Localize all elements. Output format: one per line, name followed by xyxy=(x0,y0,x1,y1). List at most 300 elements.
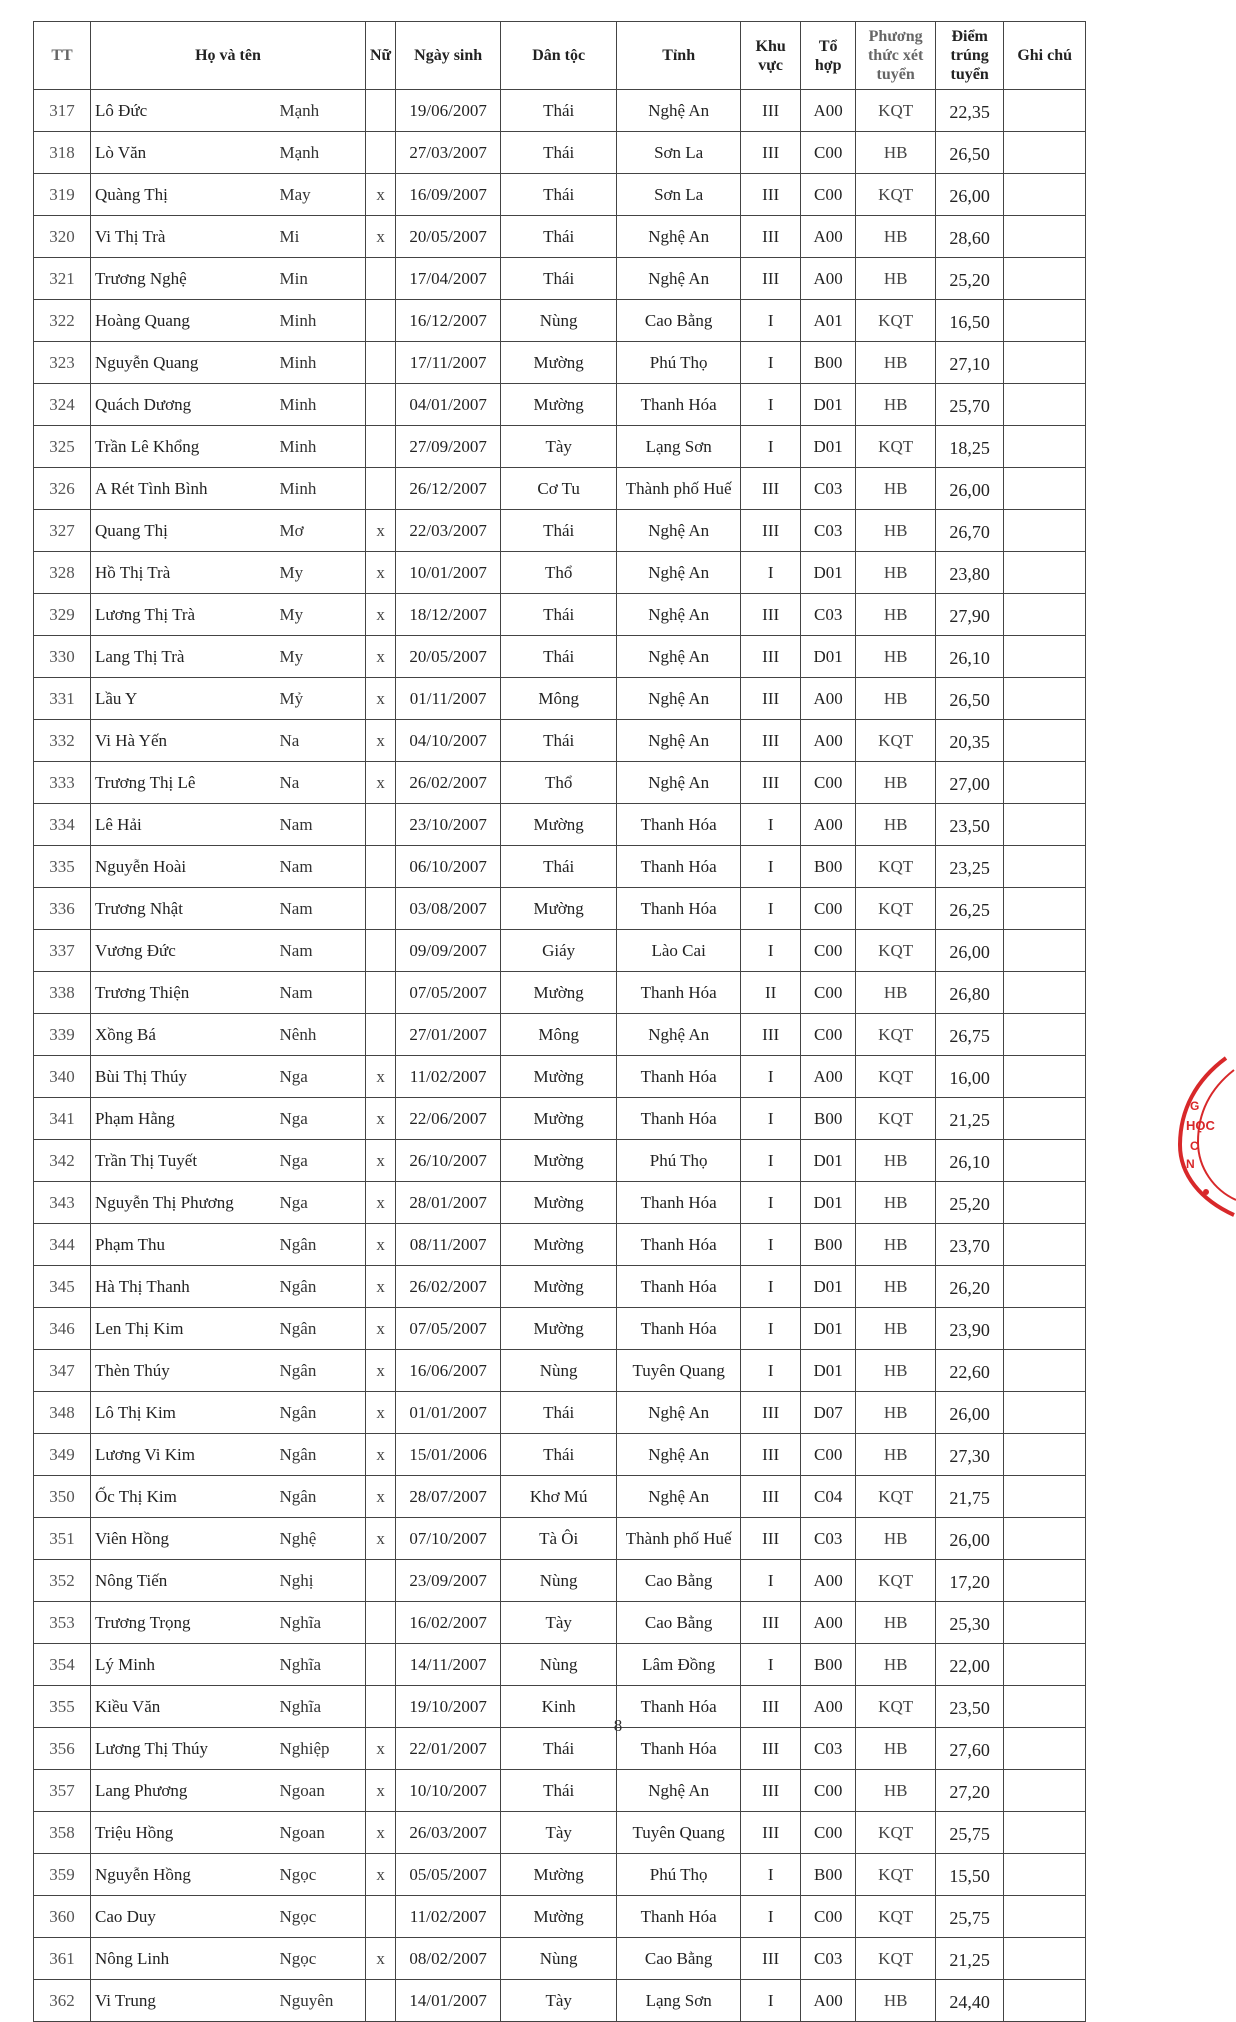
female-mark-cell: x xyxy=(366,174,396,216)
ethnicity-cell: Thái xyxy=(501,1392,617,1434)
province-cell: Thanh Hóa xyxy=(617,1224,741,1266)
region-cell: I xyxy=(741,1854,801,1896)
date-of-birth-cell: 26/10/2007 xyxy=(396,1140,501,1182)
admission-method-cell: KQT xyxy=(856,1812,936,1854)
col-header-tt: TT xyxy=(34,22,91,90)
surname-given-cell: Thèn Thúy xyxy=(91,1350,276,1392)
note-cell xyxy=(1004,972,1086,1014)
region-cell: I xyxy=(741,1896,801,1938)
female-mark-cell: x xyxy=(366,1350,396,1392)
female-mark-cell xyxy=(366,384,396,426)
female-mark-cell xyxy=(366,90,396,132)
surname-given-cell: Hoàng Quang xyxy=(91,300,276,342)
ethnicity-cell: Thái xyxy=(501,636,617,678)
score-cell: 18,25 xyxy=(936,426,1004,468)
ethnicity-cell: Thái xyxy=(501,1728,617,1770)
row-number-cell: 333 xyxy=(34,762,91,804)
province-cell: Cao Bằng xyxy=(617,300,741,342)
subject-combo-cell: A00 xyxy=(801,258,856,300)
note-cell xyxy=(1004,846,1086,888)
first-name-cell: Nghệ xyxy=(276,1518,366,1560)
table-row xyxy=(34,216,1086,258)
score-cell: 26,00 xyxy=(936,174,1004,216)
ethnicity-cell: Thái xyxy=(501,720,617,762)
note-cell xyxy=(1004,342,1086,384)
female-mark-cell: x xyxy=(366,1056,396,1098)
row-number-cell: 344 xyxy=(34,1224,91,1266)
date-of-birth-cell: 14/11/2007 xyxy=(396,1644,501,1686)
region-cell: III xyxy=(741,720,801,762)
first-name-cell: Minh xyxy=(276,342,366,384)
date-of-birth-cell: 16/06/2007 xyxy=(396,1350,501,1392)
row-number-cell: 341 xyxy=(34,1098,91,1140)
admission-method-cell: KQT xyxy=(856,846,936,888)
score-cell: 25,30 xyxy=(936,1602,1004,1644)
col-header-province: Tỉnh xyxy=(617,22,741,90)
row-number-cell: 362 xyxy=(34,1980,91,2022)
ethnicity-cell: Khơ Mú xyxy=(501,1476,617,1518)
first-name-cell: Ngân xyxy=(276,1350,366,1392)
surname-given-cell: Lang Phương xyxy=(91,1770,276,1812)
table-row xyxy=(34,300,1086,342)
score-cell: 23,80 xyxy=(936,552,1004,594)
female-mark-cell xyxy=(366,972,396,1014)
table-row xyxy=(34,258,1086,300)
row-number-cell: 357 xyxy=(34,1770,91,1812)
admission-method-cell: HB xyxy=(856,384,936,426)
table-row xyxy=(34,678,1086,720)
first-name-cell: Mỷ xyxy=(276,678,366,720)
note-cell xyxy=(1004,930,1086,972)
svg-text:HỌC: HỌC xyxy=(1186,1118,1215,1133)
row-number-cell: 351 xyxy=(34,1518,91,1560)
surname-given-cell: Nguyễn Thị Phương xyxy=(91,1182,276,1224)
region-cell: I xyxy=(741,1140,801,1182)
row-number-cell: 337 xyxy=(34,930,91,972)
score-cell: 27,10 xyxy=(936,342,1004,384)
date-of-birth-cell: 19/06/2007 xyxy=(396,90,501,132)
province-cell: Nghệ An xyxy=(617,510,741,552)
note-cell xyxy=(1004,804,1086,846)
note-cell xyxy=(1004,510,1086,552)
subject-combo-cell: C00 xyxy=(801,1434,856,1476)
region-cell: I xyxy=(741,930,801,972)
score-cell: 26,10 xyxy=(936,1140,1004,1182)
ethnicity-cell: Nùng xyxy=(501,1644,617,1686)
date-of-birth-cell: 05/05/2007 xyxy=(396,1854,501,1896)
surname-given-cell: Kiều Văn xyxy=(91,1686,276,1728)
region-cell: III xyxy=(741,510,801,552)
region-cell: III xyxy=(741,1476,801,1518)
note-cell xyxy=(1004,1350,1086,1392)
note-cell xyxy=(1004,636,1086,678)
col-header-region: Khu vực xyxy=(741,22,801,90)
date-of-birth-cell: 01/11/2007 xyxy=(396,678,501,720)
surname-given-cell: Trương Nhật xyxy=(91,888,276,930)
date-of-birth-cell: 17/04/2007 xyxy=(396,258,501,300)
province-cell: Thanh Hóa xyxy=(617,1896,741,1938)
note-cell xyxy=(1004,300,1086,342)
score-cell: 27,30 xyxy=(936,1434,1004,1476)
date-of-birth-cell: 20/05/2007 xyxy=(396,216,501,258)
admission-method-cell: HB xyxy=(856,510,936,552)
female-mark-cell xyxy=(366,888,396,930)
region-cell: I xyxy=(741,426,801,468)
score-cell: 25,20 xyxy=(936,1182,1004,1224)
subject-combo-cell: B00 xyxy=(801,846,856,888)
surname-given-cell: A Rét Tình Bình xyxy=(91,468,276,510)
ethnicity-cell: Mường xyxy=(501,1182,617,1224)
date-of-birth-cell: 08/11/2007 xyxy=(396,1224,501,1266)
admission-method-cell: HB xyxy=(856,1182,936,1224)
admission-method-cell: HB xyxy=(856,972,936,1014)
first-name-cell: Nga xyxy=(276,1098,366,1140)
subject-combo-cell: A01 xyxy=(801,300,856,342)
score-cell: 22,00 xyxy=(936,1644,1004,1686)
admission-method-cell: HB xyxy=(856,1266,936,1308)
col-header-dob: Ngày sinh xyxy=(396,22,501,90)
note-cell xyxy=(1004,1182,1086,1224)
score-cell: 24,40 xyxy=(936,1980,1004,2022)
female-mark-cell: x xyxy=(366,762,396,804)
surname-given-cell: Lương Thị Trà xyxy=(91,594,276,636)
region-cell: III xyxy=(741,594,801,636)
admission-method-cell: HB xyxy=(856,678,936,720)
female-mark-cell: x xyxy=(366,510,396,552)
subject-combo-cell: A00 xyxy=(801,1560,856,1602)
region-cell: III xyxy=(741,636,801,678)
ethnicity-cell: Tày xyxy=(501,426,617,468)
ethnicity-cell: Thái xyxy=(501,90,617,132)
first-name-cell: Minh xyxy=(276,384,366,426)
score-cell: 22,60 xyxy=(936,1350,1004,1392)
table-row xyxy=(34,1896,1086,1938)
ethnicity-cell: Cơ Tu xyxy=(501,468,617,510)
date-of-birth-cell: 11/02/2007 xyxy=(396,1896,501,1938)
col-header-method: Phương thức xét tuyển xyxy=(856,22,936,90)
table-row xyxy=(34,1476,1086,1518)
ethnicity-cell: Nùng xyxy=(501,1938,617,1980)
admission-method-cell: HB xyxy=(856,1350,936,1392)
province-cell: Phú Thọ xyxy=(617,1140,741,1182)
score-cell: 26,00 xyxy=(936,930,1004,972)
table-row xyxy=(34,1308,1086,1350)
date-of-birth-cell: 28/07/2007 xyxy=(396,1476,501,1518)
province-cell: Tuyên Quang xyxy=(617,1350,741,1392)
first-name-cell: May xyxy=(276,174,366,216)
female-mark-cell: x xyxy=(366,1854,396,1896)
surname-given-cell: Lô Đức xyxy=(91,90,276,132)
score-cell: 25,20 xyxy=(936,258,1004,300)
ethnicity-cell: Mường xyxy=(501,1308,617,1350)
surname-given-cell: Len Thị Kim xyxy=(91,1308,276,1350)
province-cell: Cao Bằng xyxy=(617,1938,741,1980)
subject-combo-cell: C00 xyxy=(801,888,856,930)
female-mark-cell: x xyxy=(366,1098,396,1140)
row-number-cell: 359 xyxy=(34,1854,91,1896)
table-row xyxy=(34,720,1086,762)
surname-given-cell: Vi Trung xyxy=(91,1980,276,2022)
table-row xyxy=(34,1182,1086,1224)
date-of-birth-cell: 28/01/2007 xyxy=(396,1182,501,1224)
score-cell: 26,00 xyxy=(936,1518,1004,1560)
note-cell xyxy=(1004,426,1086,468)
female-mark-cell xyxy=(366,930,396,972)
female-mark-cell: x xyxy=(366,1308,396,1350)
table-row xyxy=(34,174,1086,216)
first-name-cell: Nam xyxy=(276,804,366,846)
row-number-cell: 349 xyxy=(34,1434,91,1476)
svg-text:C: C xyxy=(1190,1139,1199,1153)
note-cell xyxy=(1004,1518,1086,1560)
first-name-cell: Mơ xyxy=(276,510,366,552)
surname-given-cell: Nông Tiến xyxy=(91,1560,276,1602)
subject-combo-cell: A00 xyxy=(801,90,856,132)
surname-given-cell: Trương Trọng xyxy=(91,1602,276,1644)
table-row xyxy=(34,762,1086,804)
official-stamp xyxy=(1176,1050,1236,1220)
admission-method-cell: HB xyxy=(856,1518,936,1560)
surname-given-cell: Triệu Hồng xyxy=(91,1812,276,1854)
province-cell: Nghệ An xyxy=(617,678,741,720)
admission-method-cell: KQT xyxy=(856,1098,936,1140)
female-mark-cell xyxy=(366,468,396,510)
ethnicity-cell: Thái xyxy=(501,510,617,552)
surname-given-cell: Lương Thị Thúy xyxy=(91,1728,276,1770)
note-cell xyxy=(1004,216,1086,258)
admission-method-cell: HB xyxy=(856,342,936,384)
row-number-cell: 345 xyxy=(34,1266,91,1308)
region-cell: III xyxy=(741,174,801,216)
first-name-cell: Mi xyxy=(276,216,366,258)
ethnicity-cell: Thổ xyxy=(501,762,617,804)
surname-given-cell: Quách Dương xyxy=(91,384,276,426)
col-header-score: Điểm trúng tuyển xyxy=(936,22,1004,90)
surname-given-cell: Nguyễn Hồng xyxy=(91,1854,276,1896)
table-row xyxy=(34,1434,1086,1476)
admission-method-cell: HB xyxy=(856,762,936,804)
col-header-name: Họ và tên xyxy=(91,22,366,90)
female-mark-cell xyxy=(366,426,396,468)
first-name-cell: Nam xyxy=(276,972,366,1014)
note-cell xyxy=(1004,1266,1086,1308)
first-name-cell: Nghĩa xyxy=(276,1644,366,1686)
first-name-cell: Nam xyxy=(276,846,366,888)
table-row xyxy=(34,384,1086,426)
note-cell xyxy=(1004,1812,1086,1854)
region-cell: I xyxy=(741,1266,801,1308)
admission-method-cell: HB xyxy=(856,804,936,846)
first-name-cell: Nghiệp xyxy=(276,1728,366,1770)
table-row xyxy=(34,1644,1086,1686)
region-cell: III xyxy=(741,468,801,510)
subject-combo-cell: A00 xyxy=(801,1602,856,1644)
col-header-ethnicity: Dân tộc xyxy=(501,22,617,90)
admission-method-cell: KQT xyxy=(856,1938,936,1980)
row-number-cell: 324 xyxy=(34,384,91,426)
score-cell: 15,50 xyxy=(936,1854,1004,1896)
score-cell: 26,70 xyxy=(936,510,1004,552)
note-cell xyxy=(1004,1434,1086,1476)
ethnicity-cell: Mường xyxy=(501,1140,617,1182)
first-name-cell: Ngoan xyxy=(276,1770,366,1812)
surname-given-cell: Vi Thị Trà xyxy=(91,216,276,258)
first-name-cell: Na xyxy=(276,720,366,762)
admission-method-cell: HB xyxy=(856,132,936,174)
score-cell: 23,50 xyxy=(936,804,1004,846)
date-of-birth-cell: 18/12/2007 xyxy=(396,594,501,636)
surname-given-cell: Xồng Bá xyxy=(91,1014,276,1056)
row-number-cell: 319 xyxy=(34,174,91,216)
subject-combo-cell: A00 xyxy=(801,216,856,258)
subject-combo-cell: D01 xyxy=(801,1140,856,1182)
table-row xyxy=(34,594,1086,636)
row-number-cell: 318 xyxy=(34,132,91,174)
region-cell: III xyxy=(741,1770,801,1812)
subject-combo-cell: B00 xyxy=(801,1644,856,1686)
score-cell: 22,35 xyxy=(936,90,1004,132)
first-name-cell: Minh xyxy=(276,426,366,468)
table-row xyxy=(34,1140,1086,1182)
score-cell: 26,75 xyxy=(936,1014,1004,1056)
female-mark-cell: x xyxy=(366,636,396,678)
date-of-birth-cell: 16/02/2007 xyxy=(396,1602,501,1644)
surname-given-cell: Trần Thị Tuyết xyxy=(91,1140,276,1182)
ethnicity-cell: Tà Ôi xyxy=(501,1518,617,1560)
ethnicity-cell: Mường xyxy=(501,342,617,384)
subject-combo-cell: D01 xyxy=(801,552,856,594)
score-cell: 26,00 xyxy=(936,1392,1004,1434)
row-number-cell: 322 xyxy=(34,300,91,342)
region-cell: I xyxy=(741,888,801,930)
row-number-cell: 328 xyxy=(34,552,91,594)
ethnicity-cell: Nùng xyxy=(501,1560,617,1602)
admission-method-cell: KQT xyxy=(856,300,936,342)
surname-given-cell: Trương Nghệ xyxy=(91,258,276,300)
note-cell xyxy=(1004,594,1086,636)
subject-combo-cell: C00 xyxy=(801,1014,856,1056)
province-cell: Thanh Hóa xyxy=(617,804,741,846)
ethnicity-cell: Mường xyxy=(501,972,617,1014)
province-cell: Thanh Hóa xyxy=(617,1098,741,1140)
subject-combo-cell: C03 xyxy=(801,594,856,636)
row-number-cell: 334 xyxy=(34,804,91,846)
subject-combo-cell: B00 xyxy=(801,342,856,384)
first-name-cell: Ngân xyxy=(276,1392,366,1434)
province-cell: Lâm Đồng xyxy=(617,1644,741,1686)
female-mark-cell xyxy=(366,1014,396,1056)
date-of-birth-cell: 22/06/2007 xyxy=(396,1098,501,1140)
ethnicity-cell: Thái xyxy=(501,216,617,258)
ethnicity-cell: Mường xyxy=(501,384,617,426)
first-name-cell: Ngân xyxy=(276,1476,366,1518)
row-number-cell: 343 xyxy=(34,1182,91,1224)
ethnicity-cell: Thái xyxy=(501,1770,617,1812)
female-mark-cell xyxy=(366,1644,396,1686)
row-number-cell: 325 xyxy=(34,426,91,468)
first-name-cell: Nguyên xyxy=(276,1980,366,2022)
ethnicity-cell: Thái xyxy=(501,594,617,636)
ethnicity-cell: Mường xyxy=(501,1854,617,1896)
first-name-cell: Ngân xyxy=(276,1308,366,1350)
note-cell xyxy=(1004,888,1086,930)
date-of-birth-cell: 27/03/2007 xyxy=(396,132,501,174)
row-number-cell: 338 xyxy=(34,972,91,1014)
female-mark-cell xyxy=(366,846,396,888)
admission-method-cell: KQT xyxy=(856,1560,936,1602)
female-mark-cell: x xyxy=(366,1182,396,1224)
province-cell: Sơn La xyxy=(617,174,741,216)
table-row xyxy=(34,1266,1086,1308)
surname-given-cell: Ốc Thị Kim xyxy=(91,1476,276,1518)
region-cell: III xyxy=(741,132,801,174)
female-mark-cell xyxy=(366,258,396,300)
subject-combo-cell: C00 xyxy=(801,762,856,804)
row-number-cell: 339 xyxy=(34,1014,91,1056)
surname-given-cell: Nguyễn Quang xyxy=(91,342,276,384)
ethnicity-cell: Thổ xyxy=(501,552,617,594)
region-cell: I xyxy=(741,1098,801,1140)
first-name-cell: Nghị xyxy=(276,1560,366,1602)
female-mark-cell xyxy=(366,1896,396,1938)
region-cell: I xyxy=(741,342,801,384)
note-cell xyxy=(1004,1938,1086,1980)
first-name-cell: Ngân xyxy=(276,1224,366,1266)
female-mark-cell: x xyxy=(366,1476,396,1518)
admission-method-cell: KQT xyxy=(856,720,936,762)
row-number-cell: 347 xyxy=(34,1350,91,1392)
note-cell xyxy=(1004,1476,1086,1518)
score-cell: 25,75 xyxy=(936,1896,1004,1938)
row-number-cell: 320 xyxy=(34,216,91,258)
note-cell xyxy=(1004,1770,1086,1812)
note-cell xyxy=(1004,1980,1086,2022)
date-of-birth-cell: 15/01/2006 xyxy=(396,1434,501,1476)
province-cell: Nghệ An xyxy=(617,1014,741,1056)
ethnicity-cell: Mường xyxy=(501,888,617,930)
surname-given-cell: Nguyễn Hoài xyxy=(91,846,276,888)
date-of-birth-cell: 27/01/2007 xyxy=(396,1014,501,1056)
row-number-cell: 336 xyxy=(34,888,91,930)
table-row xyxy=(34,90,1086,132)
score-cell: 26,50 xyxy=(936,132,1004,174)
first-name-cell: My xyxy=(276,552,366,594)
surname-given-cell: Quàng Thị xyxy=(91,174,276,216)
date-of-birth-cell: 07/10/2007 xyxy=(396,1518,501,1560)
province-cell: Nghệ An xyxy=(617,90,741,132)
score-cell: 25,75 xyxy=(936,1812,1004,1854)
table-row xyxy=(34,1560,1086,1602)
surname-given-cell: Vi Hà Yến xyxy=(91,720,276,762)
region-cell: III xyxy=(741,1434,801,1476)
female-mark-cell: x xyxy=(366,1434,396,1476)
date-of-birth-cell: 26/02/2007 xyxy=(396,762,501,804)
region-cell: I xyxy=(741,804,801,846)
region-cell: I xyxy=(741,1182,801,1224)
page-number: 8 xyxy=(613,1716,623,1735)
date-of-birth-cell: 09/09/2007 xyxy=(396,930,501,972)
first-name-cell: Min xyxy=(276,258,366,300)
note-cell xyxy=(1004,90,1086,132)
ethnicity-cell: Thái xyxy=(501,258,617,300)
ethnicity-cell: Nùng xyxy=(501,300,617,342)
note-cell xyxy=(1004,720,1086,762)
date-of-birth-cell: 22/01/2007 xyxy=(396,1728,501,1770)
admission-method-cell: HB xyxy=(856,552,936,594)
region-cell: I xyxy=(741,1308,801,1350)
row-number-cell: 342 xyxy=(34,1140,91,1182)
province-cell: Nghệ An xyxy=(617,1770,741,1812)
